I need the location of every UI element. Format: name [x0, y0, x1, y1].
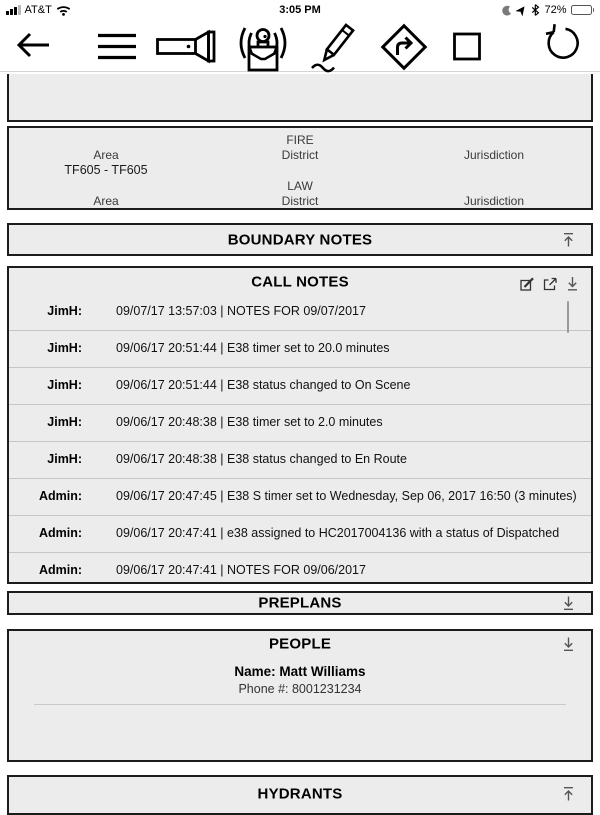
expand-down-icon[interactable] — [566, 276, 579, 291]
note-author: Admin: — [38, 563, 82, 577]
note-text: 09/06/17 20:51:44 | E38 status changed to On Scene — [116, 378, 411, 392]
boundary-notes-section[interactable] — [7, 223, 593, 256]
note-author: JimH: — [47, 378, 82, 392]
battery-percent-label: 72% — [544, 4, 567, 16]
preplans-title: PREPLANS — [258, 594, 342, 612]
scrolled-out-section — [7, 74, 593, 122]
fire-values — [9, 163, 591, 178]
preplans-header[interactable] — [9, 593, 591, 613]
note-text: 09/06/17 20:48:38 | E38 status changed to En Route — [116, 452, 407, 466]
call-notes-list[interactable] — [9, 294, 591, 584]
fire-heading: FIRE — [286, 133, 314, 147]
fire-area-value: TF605 - TF605 — [64, 163, 148, 177]
hydrants-section[interactable] — [7, 775, 593, 815]
law-column-labels — [9, 194, 591, 209]
divider — [34, 704, 566, 705]
note-text: 09/06/17 20:48:38 | E38 timer set to 2.0 minutes — [116, 415, 383, 429]
dispatch-radio-button[interactable] — [236, 22, 290, 72]
carrier-label: AT&T — [24, 4, 52, 16]
law-area-label: Area — [93, 194, 119, 208]
people-header[interactable] — [9, 631, 591, 653]
note-author: Admin: — [38, 526, 82, 540]
edit-note-icon[interactable] — [520, 277, 534, 291]
note-author: JimH: — [47, 341, 82, 355]
call-note-row — [9, 405, 591, 442]
directions-button[interactable] — [380, 23, 428, 71]
radio-briefcase-icon — [236, 22, 290, 72]
incident-info-section — [7, 126, 593, 210]
flashlight-button[interactable] — [156, 29, 217, 64]
refresh-button[interactable] — [542, 23, 582, 63]
scrollbar-thumb[interactable] — [567, 301, 570, 333]
fire-area-label: Area — [93, 148, 119, 162]
call-note-row — [9, 442, 591, 479]
stop-button[interactable] — [453, 32, 482, 61]
call-notes-title: CALL NOTES — [251, 273, 349, 291]
call-note-row — [9, 553, 591, 584]
call-notes-actions — [520, 276, 579, 291]
hydrants-title: HYDRANTS — [257, 785, 343, 802]
call-note-row — [9, 516, 591, 553]
note-author: JimH: — [47, 415, 82, 429]
note-author: Admin: — [38, 489, 82, 503]
note-author: JimH: — [47, 304, 82, 318]
person-name: Name: Matt Williams — [234, 664, 366, 679]
note-text: 09/07/17 13:57:03 | NOTES FOR 09/07/2017 — [116, 304, 366, 318]
note-text: 09/06/17 20:51:44 | E38 timer set to 20.0 minutes — [116, 341, 390, 355]
clock: 3:05 PM — [279, 4, 321, 16]
call-note-row — [9, 368, 591, 405]
preplans-section[interactable] — [7, 591, 593, 615]
call-notes-header — [9, 268, 591, 294]
refresh-icon — [542, 23, 582, 63]
collapse-up-icon[interactable] — [562, 787, 575, 802]
note-text: 09/06/17 20:47:41 | e38 assigned to HC2017004136 with a status of Dispatched — [116, 526, 560, 540]
menu-button[interactable] — [98, 33, 136, 60]
person-phone: Phone #: 8001231234 — [238, 682, 362, 696]
back-arrow-icon — [15, 31, 51, 59]
directions-diamond-icon — [380, 23, 428, 71]
square-icon — [453, 32, 482, 61]
note-text: 09/06/17 20:47:41 | NOTES FOR 09/06/2017 — [116, 563, 366, 577]
export-note-icon[interactable] — [543, 277, 557, 291]
call-note-row — [9, 294, 591, 331]
people-title: PEOPLE — [268, 635, 332, 653]
pen-signature-icon — [310, 23, 360, 73]
note-author: JimH: — [47, 452, 82, 466]
status-bar — [0, 0, 600, 20]
fire-district-label: District — [281, 148, 319, 162]
note-text: 09/06/17 20:47:45 | E38 S timer set to Wednesday, Sep 06, 2017 16:50 (3 minutes) — [116, 489, 577, 503]
law-jurisdiction-label: Jurisdiction — [463, 194, 525, 208]
flashlight-icon — [156, 29, 217, 64]
toolbar — [0, 20, 600, 72]
law-district-label: District — [281, 194, 319, 208]
fire-column-labels — [9, 148, 591, 163]
law-heading: LAW — [287, 179, 313, 193]
boundary-notes-header[interactable] — [9, 225, 591, 254]
back-button[interactable] — [15, 31, 51, 59]
expand-down-icon[interactable] — [562, 596, 575, 611]
boundary-notes-title: BOUNDARY NOTES — [227, 231, 373, 248]
collapse-up-icon[interactable] — [562, 232, 575, 247]
hydrants-header[interactable] — [9, 777, 591, 810]
call-note-row — [9, 331, 591, 368]
sign-notes-button[interactable] — [310, 23, 360, 73]
fire-jurisdiction-label: Jurisdiction — [463, 148, 525, 162]
call-notes-section — [7, 266, 593, 584]
hamburger-menu-icon — [98, 33, 136, 60]
expand-down-icon[interactable] — [562, 637, 575, 652]
call-note-row — [9, 479, 591, 516]
people-section — [7, 629, 593, 762]
